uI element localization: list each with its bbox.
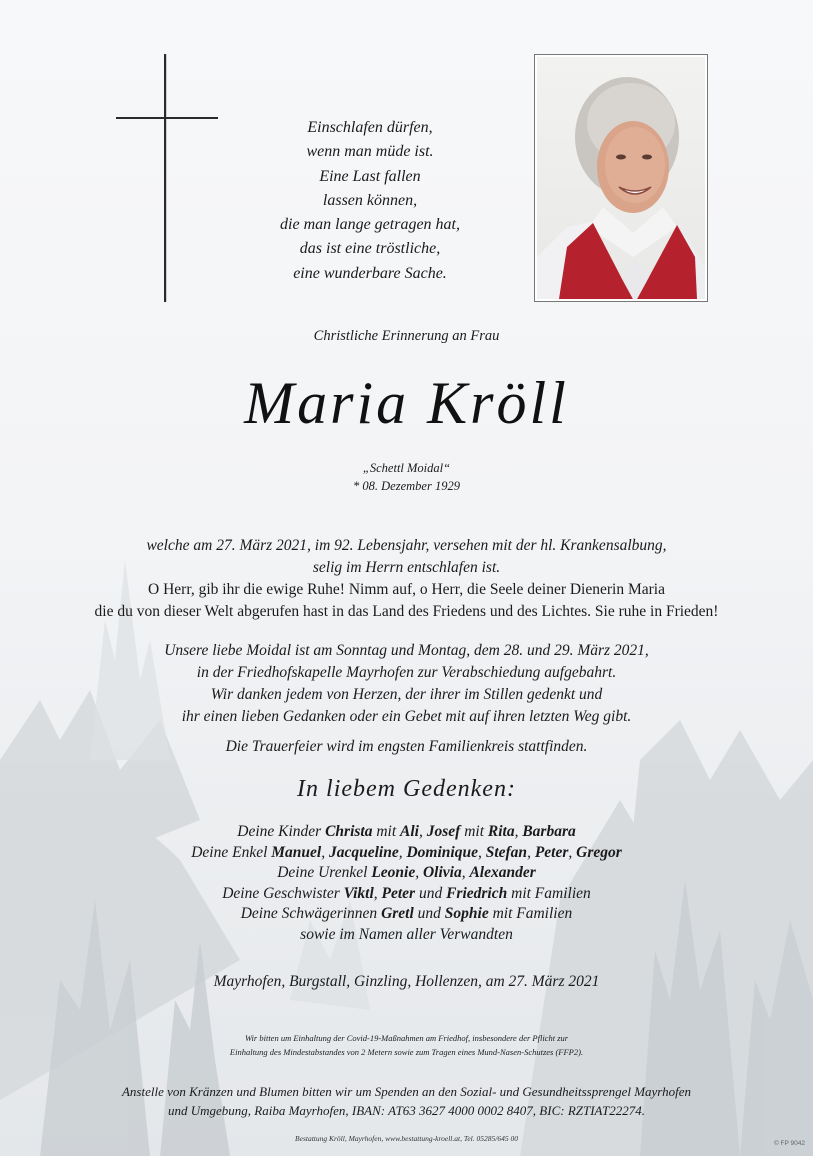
death-notice: [0, 535, 813, 623]
intro-text: Christliche Erinnerung an Frau: [313, 328, 500, 344]
poem-line: das ist eine tröstliche,: [299, 240, 441, 258]
separator: ,: [398, 843, 403, 861]
viewing-line: Unsere liebe Moidal ist am Sonntag und Montag, dem 28. und 29. März 2021,: [164, 642, 649, 659]
separator: ,: [418, 823, 423, 840]
conjunction: mit: [376, 823, 397, 840]
inlaws-line: [0, 904, 813, 925]
family-list: [0, 822, 813, 945]
child-name: Josef: [426, 823, 461, 840]
nickname: „Schettl Moidal“: [362, 461, 451, 475]
separator: ,: [527, 843, 531, 861]
birth-date: * 08. Dezember 1929: [353, 479, 460, 493]
separator: ,: [514, 823, 519, 840]
donation-notice: [0, 1082, 813, 1120]
poem-line: eine wunderbare Sache.: [293, 264, 447, 282]
prayer-line: die du von dieser Welt abgerufen hast in das Land des Friedens und des Lichtes. Sie ruhe in Frieden!: [94, 603, 719, 620]
inlaw-name: Gretl: [381, 905, 414, 922]
siblings-line: [0, 884, 813, 905]
grandchildren-prefix: Deine Enkel: [191, 843, 268, 861]
viewing-notice: [0, 640, 813, 728]
separator: ,: [477, 843, 482, 861]
remembrance-heading: In liebem Gedenken:: [297, 776, 516, 802]
separator: ,: [415, 864, 420, 881]
children-prefix: Deine Kinder: [237, 823, 322, 840]
great-grandchild-name: Leonie: [371, 864, 416, 881]
grandchild-name: Stefan: [485, 843, 528, 861]
poem-line: die man lange getragen hat,: [280, 216, 460, 234]
death-notice-line: selig im Herrn entschlafen ist.: [312, 559, 501, 576]
grandchild-name: Manuel: [271, 843, 322, 861]
inlaw-name: Sophie: [444, 905, 489, 922]
siblings-suffix: mit Familien: [511, 884, 591, 902]
sibling-name: Viktl: [343, 884, 374, 902]
deceased-name: Maria Kröll: [244, 370, 569, 436]
partner-name: Ali: [400, 823, 419, 840]
relatives-line: sowie im Namen aller Verwandten: [300, 925, 513, 943]
grandchild-name: Jacqueline: [328, 843, 399, 861]
sibling-name: Peter: [381, 884, 416, 902]
sibling-name: Friedrich: [446, 884, 508, 902]
poem: [240, 116, 500, 286]
prayer-line: O Herr, gib ihr die ewige Ruhe! Nimm auf, o Herr, die Seele deiner Dienerin Maria: [148, 581, 665, 598]
separator: ,: [568, 843, 573, 861]
great-grandchild-name: Alexander: [469, 864, 536, 881]
places-date: Mayrhofen, Burgstall, Ginzling, Hollenzen, am 27. März 2021: [213, 973, 600, 990]
great-grandchildren-line: [0, 863, 813, 884]
great-grandchildren-prefix: Deine Urenkel: [277, 864, 368, 881]
undertaker-footer: Bestattung Kröll, Mayrhofen, www.bestattung-kroell.at, Tel. 05285/645 00: [295, 1134, 518, 1143]
form-code: © FP 9042: [773, 1140, 805, 1147]
poem-line: Eine Last fallen: [319, 167, 421, 185]
viewing-line: in der Friedhofskapelle Mayrhofen zur Verabschiedung aufgebahrt.: [196, 664, 617, 681]
siblings-prefix: Deine Geschwister: [222, 884, 340, 902]
covid-line: Einhaltung des Mindestabstandes von 2 Metern sowie zum Tragen eines Mund-Nasen-Schutzes (FFP2).: [229, 1047, 584, 1057]
child-name: Christa: [325, 823, 373, 840]
portrait-photo: [534, 54, 708, 302]
funeral-line: Die Trauerfeier wird im engsten Familienkreis stattfinden.: [225, 738, 588, 755]
grandchild-name: Peter: [534, 843, 569, 861]
grandchild-name: Gregor: [576, 843, 622, 861]
great-grandchild-name: Olivia: [422, 864, 462, 881]
cross-icon: [114, 54, 220, 304]
portrait-image: [537, 57, 705, 299]
inlaws-suffix: mit Familien: [492, 905, 573, 922]
children-line: [0, 822, 813, 843]
grandchild-name: Dominique: [406, 843, 478, 861]
viewing-line: ihr einen lieben Gedanken oder ein Gebet mit auf ihren letzten Weg gibt.: [181, 708, 632, 725]
donation-line: und Umgebung, Raiba Mayrhofen, IBAN: AT63 3627 4000 0002 8407, BIC: RZTIAT22274.: [167, 1103, 645, 1118]
poem-line: lassen können,: [322, 191, 418, 209]
grandchildren-line: [0, 843, 813, 864]
viewing-line: Wir danken jedem von Herzen, der ihrer im Stillen gedenkt und: [210, 686, 603, 703]
partner-name: Rita: [487, 823, 515, 840]
separator: ,: [373, 884, 378, 902]
donation-line: Anstelle von Kränzen und Blumen bitten wir um Spenden an den Sozial- und Gesundheitssprengel Mayrhofen: [121, 1084, 692, 1099]
inlaws-prefix: Deine Schwägerinnen: [240, 905, 378, 922]
poem-line: Einschlafen dürfen,: [307, 119, 433, 136]
separator: ,: [321, 843, 326, 861]
conjunction: und: [418, 884, 443, 902]
death-notice-line: welche am 27. März 2021, im 92. Lebensjahr, versehen mit der hl. Krankensalbung,: [146, 537, 667, 554]
conjunction: mit: [464, 823, 484, 840]
conjunction: und: [417, 905, 441, 922]
separator: ,: [461, 864, 466, 881]
covid-line: Wir bitten um Einhaltung der Covid-19-Maßnahmen am Friedhof, insbesondere der Pflicht zur: [244, 1033, 569, 1043]
poem-line: wenn man müde ist.: [306, 143, 434, 161]
funeral-notice: [0, 736, 813, 758]
child-name: Barbara: [522, 823, 576, 840]
covid-notice: [0, 1031, 813, 1059]
